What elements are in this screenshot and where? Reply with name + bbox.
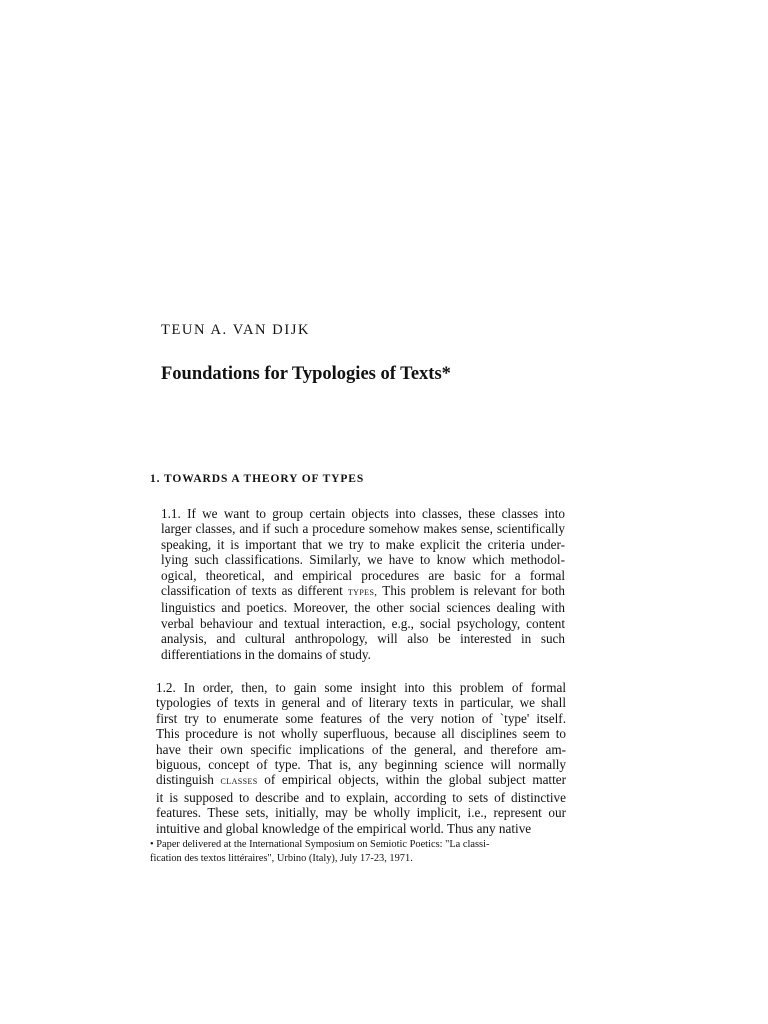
text-line: have their own specific implications of the general, and therefore am- xyxy=(156,741,566,757)
text-line: biguous, concept of type. That is, any beginning science will normally xyxy=(156,757,566,773)
text-line: larger classes, and if such a procedure somehow makes sense, scientifically xyxy=(161,521,565,537)
text-fragment: distinguish xyxy=(156,772,214,788)
text-line: lying such classifications. Similarly, we have to know which methodol- xyxy=(161,552,565,568)
text-line: linguistics and poetics. Moreover, the other social sciences dealing with xyxy=(161,600,565,616)
text-line: 1.2. In order, then, to gain some insight into this problem of formal xyxy=(156,680,566,695)
text-line: verbal behaviour and textual interaction, e.g., social psychology, content xyxy=(161,615,565,631)
section-heading: 1. TOWARDS A THEORY OF TYPES xyxy=(150,473,365,485)
text-line: 1.1. If we want to group certain objects into classes, these classes into xyxy=(161,506,565,521)
text-fragment: of empirical objects, within the global subject matter xyxy=(257,772,567,788)
text-line: intuitive and global knowledge of the empirical world. Thus any native xyxy=(156,820,532,836)
text-fragment: This problem is relevant for both xyxy=(377,583,565,599)
footnote-line: fication des textos littéraires", Urbino (Italy), July 17-23, 1971. xyxy=(150,852,413,864)
text-line: features. These sets, initially, may be wholly implicit, i.e., represent our xyxy=(156,805,566,821)
text-fragment: classification of texts as different xyxy=(161,583,343,599)
paper-title: Foundations for Typologies of Texts* xyxy=(161,364,451,384)
paragraph-1-1 xyxy=(161,506,565,662)
footnote-line: • Paper delivered at the International Symposium on Semiotic Poetics: "La classi- xyxy=(150,839,490,850)
text-line xyxy=(156,772,566,789)
text-line: analysis, and cultural anthropology, will also be interested in such xyxy=(161,631,565,647)
text-line xyxy=(161,583,565,600)
author-name: TEUN A. VAN DIJK xyxy=(161,322,311,338)
footnote xyxy=(150,838,550,865)
text-line: ogical, theoretical, and empirical procedures are basic for a formal xyxy=(161,567,565,583)
text-line: typologies of texts in general and of literary texts in particular, we shall xyxy=(156,695,566,711)
text-line: This procedure is not wholly superfluous, because all disciplines seem to xyxy=(156,726,566,742)
text-line: differentiations in the domains of study. xyxy=(161,646,371,662)
small-caps-term: types, xyxy=(347,586,378,599)
text-line: speaking, it is important that we try to make explicit the criteria under- xyxy=(161,536,565,552)
paragraph-1-2 xyxy=(156,680,566,836)
small-caps-term: classes xyxy=(220,775,258,788)
text-line: first try to enumerate some features of the very notion of `type' itself. xyxy=(156,710,566,726)
text-line: it is supposed to describe and to explain, according to sets of distinctive xyxy=(156,789,566,805)
